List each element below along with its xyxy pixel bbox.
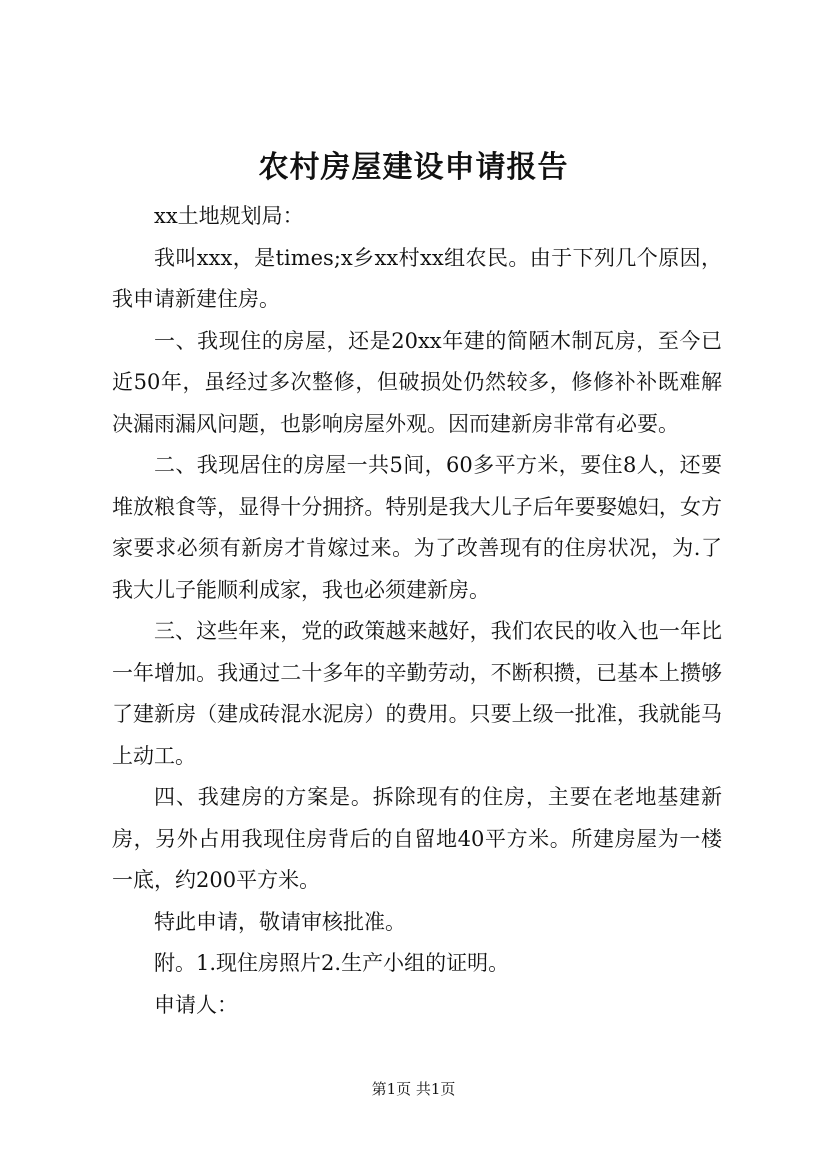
paragraph-intro: 我叫xxx，是times;x乡xx村xx组农民。由于下列几个原因，我申请新建住房。 (112, 245, 722, 311)
paragraph-reason-1: 一、我现住的房屋，还是20xx年建的简陋木制瓦房，至今已近50年，虽经过多次整修，但破损处仍然较多，修修补补既难解决漏雨漏风问题，也影响房屋外观。因而建新房非常有必要。 (112, 328, 722, 436)
document-title: 农村房屋建设申请报告 (258, 150, 569, 185)
paragraph-reason-2: 二、我现居住的房屋一共5间，60多平方米，要住8人，还要堆放粮食等，显得十分拥挤。特别是我大儿子后年要娶媳妇，女方家要求必须有新房才肯嫁过来。为了改善现有的住房状况，为.了我大儿子能顺利成家，我也必须建新房。 (112, 453, 722, 602)
paragraph-request: 特此申请，敬请审核批准。 (154, 909, 406, 934)
page-footer: 第1页 共1页 (371, 1080, 456, 1098)
paragraph-applicant: 申请人： (154, 992, 238, 1017)
paragraph-attachments: 附。1.现住房照片2.生产小组的证明。 (154, 951, 510, 975)
paragraph-plan: 四、我建房的方案是。拆除现有的住房，主要在老地基建新房，另外占用我现住房背后的自留地40平方米。所建房屋为一楼一底，约200平方米。 (112, 785, 722, 892)
document-body (112, 196, 722, 1026)
salutation: xx土地规划局： (154, 204, 304, 228)
paragraph-reason-3: 三、这些年来，党的政策越来越好，我们农民的收入也一年比一年增加。我通过二十多年的辛勤劳动，不断积攒，已基本上攒够了建新房（建成砖混水泥房）的费用。只要上级一批准，我就能马上动工。 (112, 619, 722, 768)
